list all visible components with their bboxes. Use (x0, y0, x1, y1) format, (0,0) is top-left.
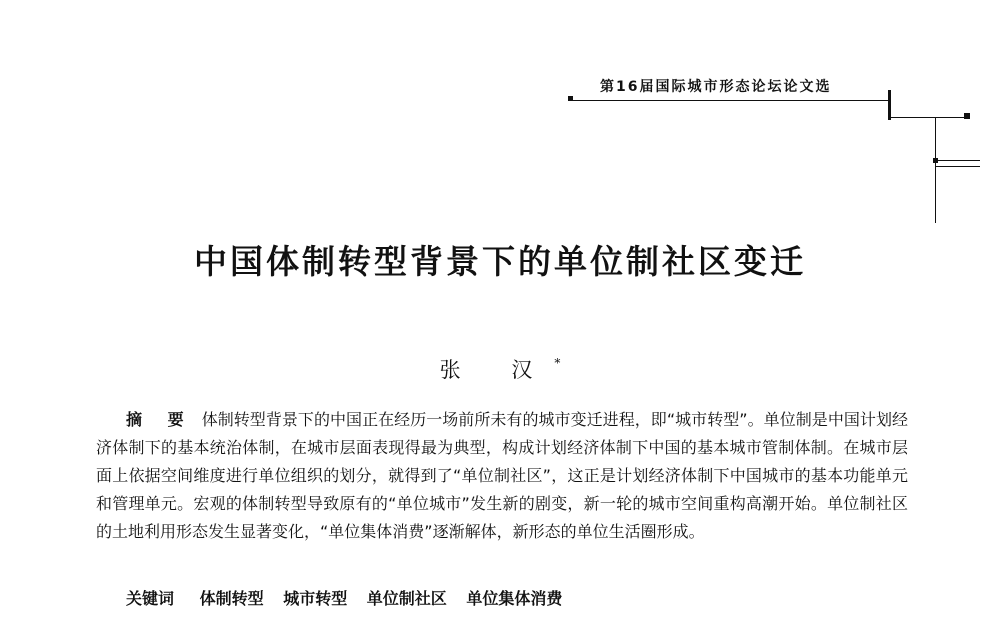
corner-rule-vertical (935, 117, 936, 223)
corner-double-rule-1 (935, 160, 980, 161)
abstract (96, 406, 908, 546)
keyword-item: 城市转型 (283, 589, 348, 608)
author-marker: * (554, 356, 561, 370)
author-name: 张 汉 (439, 358, 555, 382)
corner-rule-horizontal (891, 117, 969, 118)
paper-title: 中国体制转型背景下的单位制社区变迁 (194, 242, 806, 281)
keyword-item: 单位集体消费 (466, 589, 563, 608)
corner-double-rule-2 (935, 166, 980, 167)
running-header-text: 第16届国际城市形态论坛论文选 (600, 79, 832, 95)
abstract-label: 摘 要 (126, 410, 194, 429)
corner-mark (964, 113, 970, 119)
keyword-item: 单位制社区 (366, 589, 447, 608)
keywords-label: 关键词 (126, 589, 175, 608)
header-rule-vertical (888, 90, 891, 120)
keyword-item: 体制转型 (199, 589, 264, 608)
author-line (0, 354, 1000, 384)
keywords (126, 586, 926, 609)
abstract-text: 体制转型背景下的中国正在经历一场前所未有的城市变迁进程，即“城市转型”。单位制是中国计划经济体制下的基本统治体制，在城市层面表现得最为典型，构成计划经济体制下中国的基本城市管制体制。在城市层面上依据空间维度进行单位组织的划分，就得到了“单位制社区”，这正是计划经济体制下中国城市的基本功能单元和管理单元。宏观的体制转型导致原有的“单位城市”发生新的剧变，新一轮的城市空间重构高潮开始。单位制社区的土地利用形态发生显著变化，“单位集体消费”逐渐解体，新形态的单位生活圈形成。 (96, 410, 908, 541)
header-underline (568, 100, 888, 101)
corner-mark-2 (933, 158, 938, 163)
header-mark-left (568, 96, 573, 101)
